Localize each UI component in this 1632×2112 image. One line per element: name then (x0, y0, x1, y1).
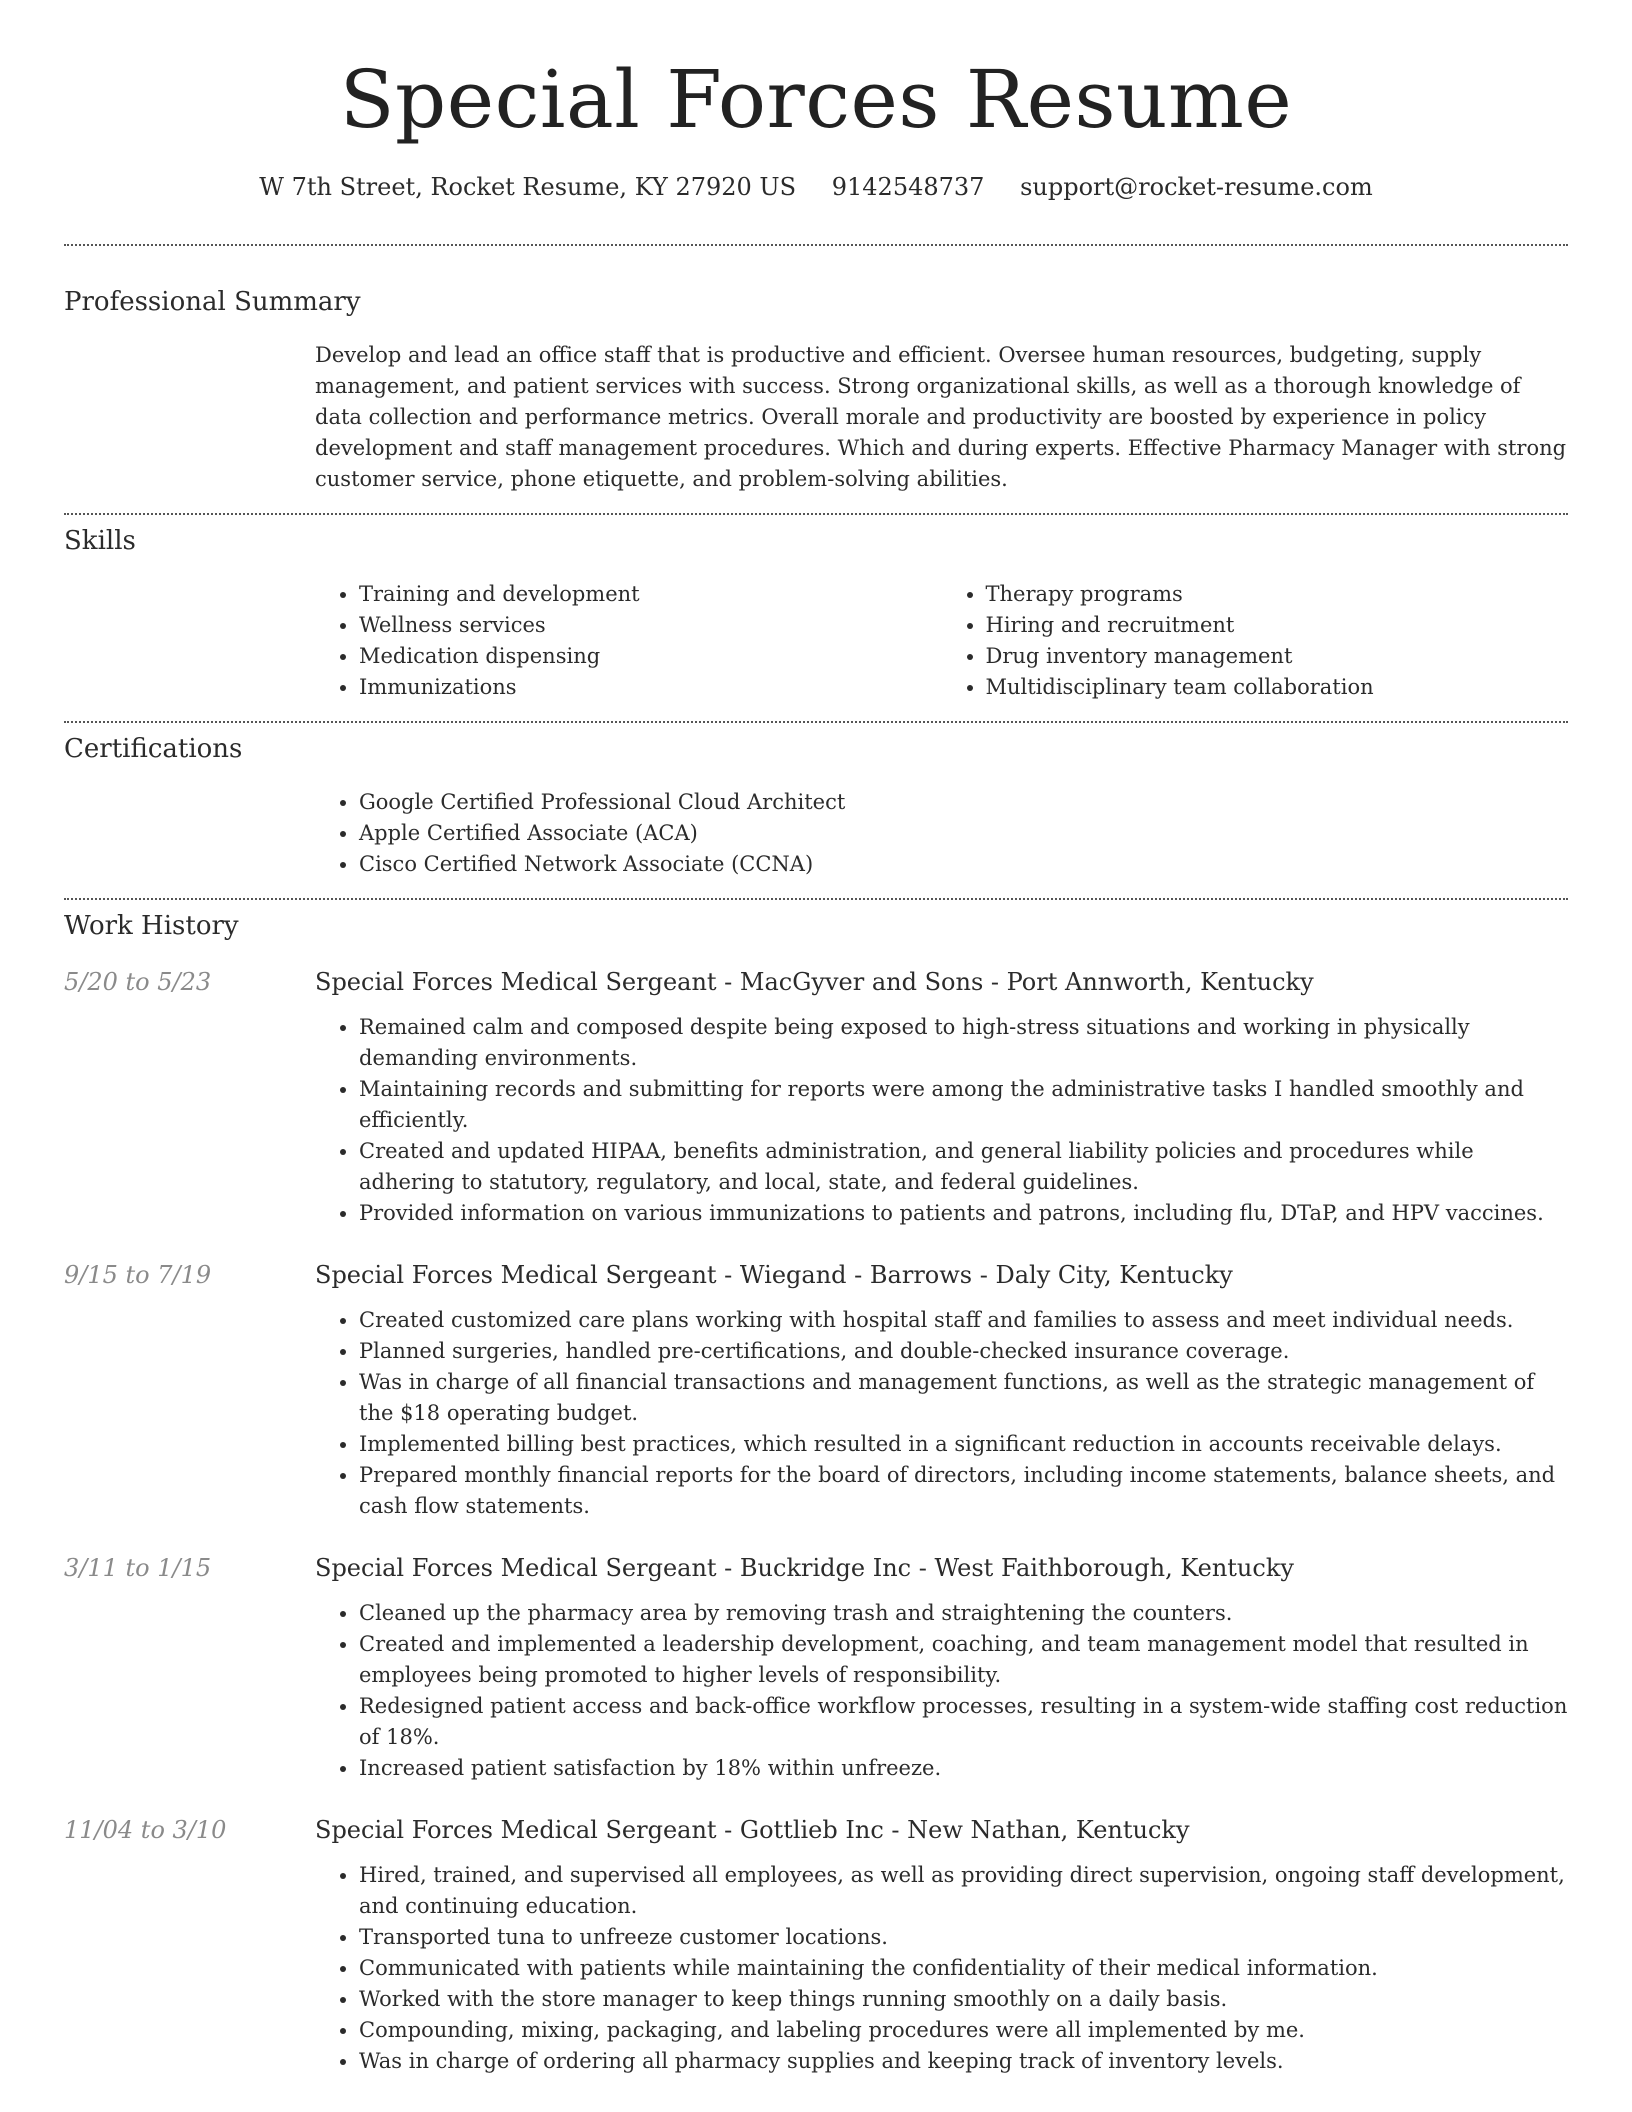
job-details (315, 1552, 1568, 1784)
job-bullet: • Remained calm and composed despite being exposed to high-stress situations and working in physically demanding environments. (359, 1012, 1568, 1074)
job-bullet: • Was in charge of ordering all pharmacy supplies and keeping track of inventory levels. (359, 2046, 1568, 2077)
skill-item: • Training and development (359, 579, 942, 610)
job-title: Special Forces Medical Sergeant - MacGyver and Sons - Port Annworth, Kentucky (315, 968, 1314, 996)
certifications-section (64, 723, 1568, 898)
job-bullet: • Worked with the store manager to keep things running smoothly on a daily basis. (359, 1984, 1568, 2015)
job-bullet: • Created and implemented a leadership development, coaching, and team management model that resulted in employees being promoted to higher levels of responsibility. (359, 1629, 1568, 1691)
contact-phone: 9142548737 (831, 173, 985, 201)
skill-item: • Medication dispensing (359, 641, 942, 672)
job-entry (64, 1814, 1568, 2077)
certification-item: • Google Certified Professional Cloud Architect (359, 787, 1568, 818)
job-title: Special Forces Medical Sergeant - Buckridge Inc - West Faithborough, Kentucky (315, 1554, 1294, 1582)
summary-section (64, 246, 1568, 513)
summary-body (315, 340, 1568, 495)
certification-item: • Apple Certified Associate (ACA) (359, 818, 1568, 849)
skills-section (64, 515, 1568, 721)
job-date: 11/04 to 3/10 (64, 1816, 227, 1844)
certification-item: • Cisco Certified Network Associate (CCNA) (359, 849, 1568, 880)
job-bullet: • Increased patient satisfaction by 18% within unfreeze. (359, 1753, 1568, 1784)
job-bullets (315, 1012, 1568, 1229)
job-date: 5/20 to 5/23 (64, 968, 212, 996)
skills-list-right (942, 579, 1569, 703)
job-entry (64, 1552, 1568, 1784)
job-details (315, 1259, 1568, 1522)
summary-text: Develop and lead an office staff that is productive and efficient. Oversee human resources, budgeting, supply management, and patient services with success. Strong organizational skills, as well as a thorough knowledge of data collection and performance metrics. Overall morale and productivity are boosted by experience in policy development and staff management procedures. Which and during experts. Effective Pharmacy Manager with strong customer service, phone etiquette, and problem-solving abilities. (315, 343, 1567, 491)
skill-item: • Immunizations (359, 672, 942, 703)
skill-item: • Multidisciplinary team collaboration (986, 672, 1569, 703)
job-bullet: • Redesigned patient access and back-office workflow processes, resulting in a system-wide staffing cost reduction of 18%. (359, 1691, 1568, 1753)
job-bullet: • Provided information on various immunizations to patients and patrons, including flu, DTaP, and HPV vaccines. (359, 1198, 1568, 1229)
skills-title: Skills (64, 526, 136, 556)
skill-item: • Wellness services (359, 610, 942, 641)
jobs-list (64, 966, 1568, 2077)
job-title: Special Forces Medical Sergeant - Wiegand - Barrows - Daly City, Kentucky (315, 1261, 1233, 1289)
job-date: 3/11 to 1/15 (64, 1554, 212, 1582)
job-bullet: • Communicated with patients while maintaining the confidentiality of their medical information. (359, 1953, 1568, 1984)
resume-name: Special Forces Resume (339, 53, 1293, 146)
job-bullet: • Created customized care plans working with hospital staff and families to assess and meet individual needs. (359, 1305, 1568, 1336)
job-bullet: • Was in charge of all financial transactions and management functions, as well as the strategic management of the $18 operating budget. (359, 1367, 1568, 1429)
work-section (64, 900, 1568, 2077)
job-details (315, 966, 1568, 1229)
job-details (315, 1814, 1568, 2077)
skills-body (315, 579, 1568, 703)
job-bullet: • Planned surgeries, handled pre-certifications, and double-checked insurance coverage. (359, 1336, 1568, 1367)
job-bullet: • Transported tuna to unfreeze customer locations. (359, 1922, 1568, 1953)
job-bullet: • Prepared monthly financial reports for the board of directors, including income statements, balance sheets, and cash flow statements. (359, 1460, 1568, 1522)
certifications-body (315, 787, 1568, 880)
contact-email: support@rocket-resume.com (1020, 173, 1373, 201)
job-bullets (315, 1860, 1568, 2077)
job-bullet: • Implemented billing best practices, which resulted in a significant reduction in accounts receivable delays. (359, 1429, 1568, 1460)
job-bullets (315, 1598, 1568, 1784)
summary-title: Professional Summary (64, 287, 361, 317)
skill-item: • Therapy programs (986, 579, 1569, 610)
job-entry (64, 966, 1568, 1229)
skill-item: • Hiring and recruitment (986, 610, 1569, 641)
certifications-list (315, 787, 1568, 880)
skills-list-left (315, 579, 942, 703)
job-bullet: • Maintaining records and submitting for reports were among the administrative tasks I handled smoothly and efficiently. (359, 1074, 1568, 1136)
job-bullets (315, 1305, 1568, 1522)
job-bullet: • Hired, trained, and supervised all employees, as well as providing direct supervision, ongoing staff development, and continuing education. (359, 1860, 1568, 1922)
resume-page (64, 0, 1568, 2077)
job-entry (64, 1259, 1568, 1522)
contact-line (64, 172, 1568, 202)
job-bullet: • Compounding, mixing, packaging, and labeling procedures were all implemented by me. (359, 2015, 1568, 2046)
job-date: 9/15 to 7/19 (64, 1261, 212, 1289)
job-bullet: • Cleaned up the pharmacy area by removing trash and straightening the counters. (359, 1598, 1568, 1629)
contact-address: W 7th Street, Rocket Resume, KY 27920 US (259, 173, 797, 201)
job-bullet: • Created and updated HIPAA, benefits administration, and general liability policies and procedures while adhering to statutory, regulatory, and local, state, and federal guidelines. (359, 1136, 1568, 1198)
work-title: Work History (64, 911, 239, 941)
skill-item: • Drug inventory management (986, 641, 1569, 672)
certifications-title: Certifications (64, 734, 243, 764)
job-title: Special Forces Medical Sergeant - Gottlieb Inc - New Nathan, Kentucky (315, 1816, 1190, 1844)
